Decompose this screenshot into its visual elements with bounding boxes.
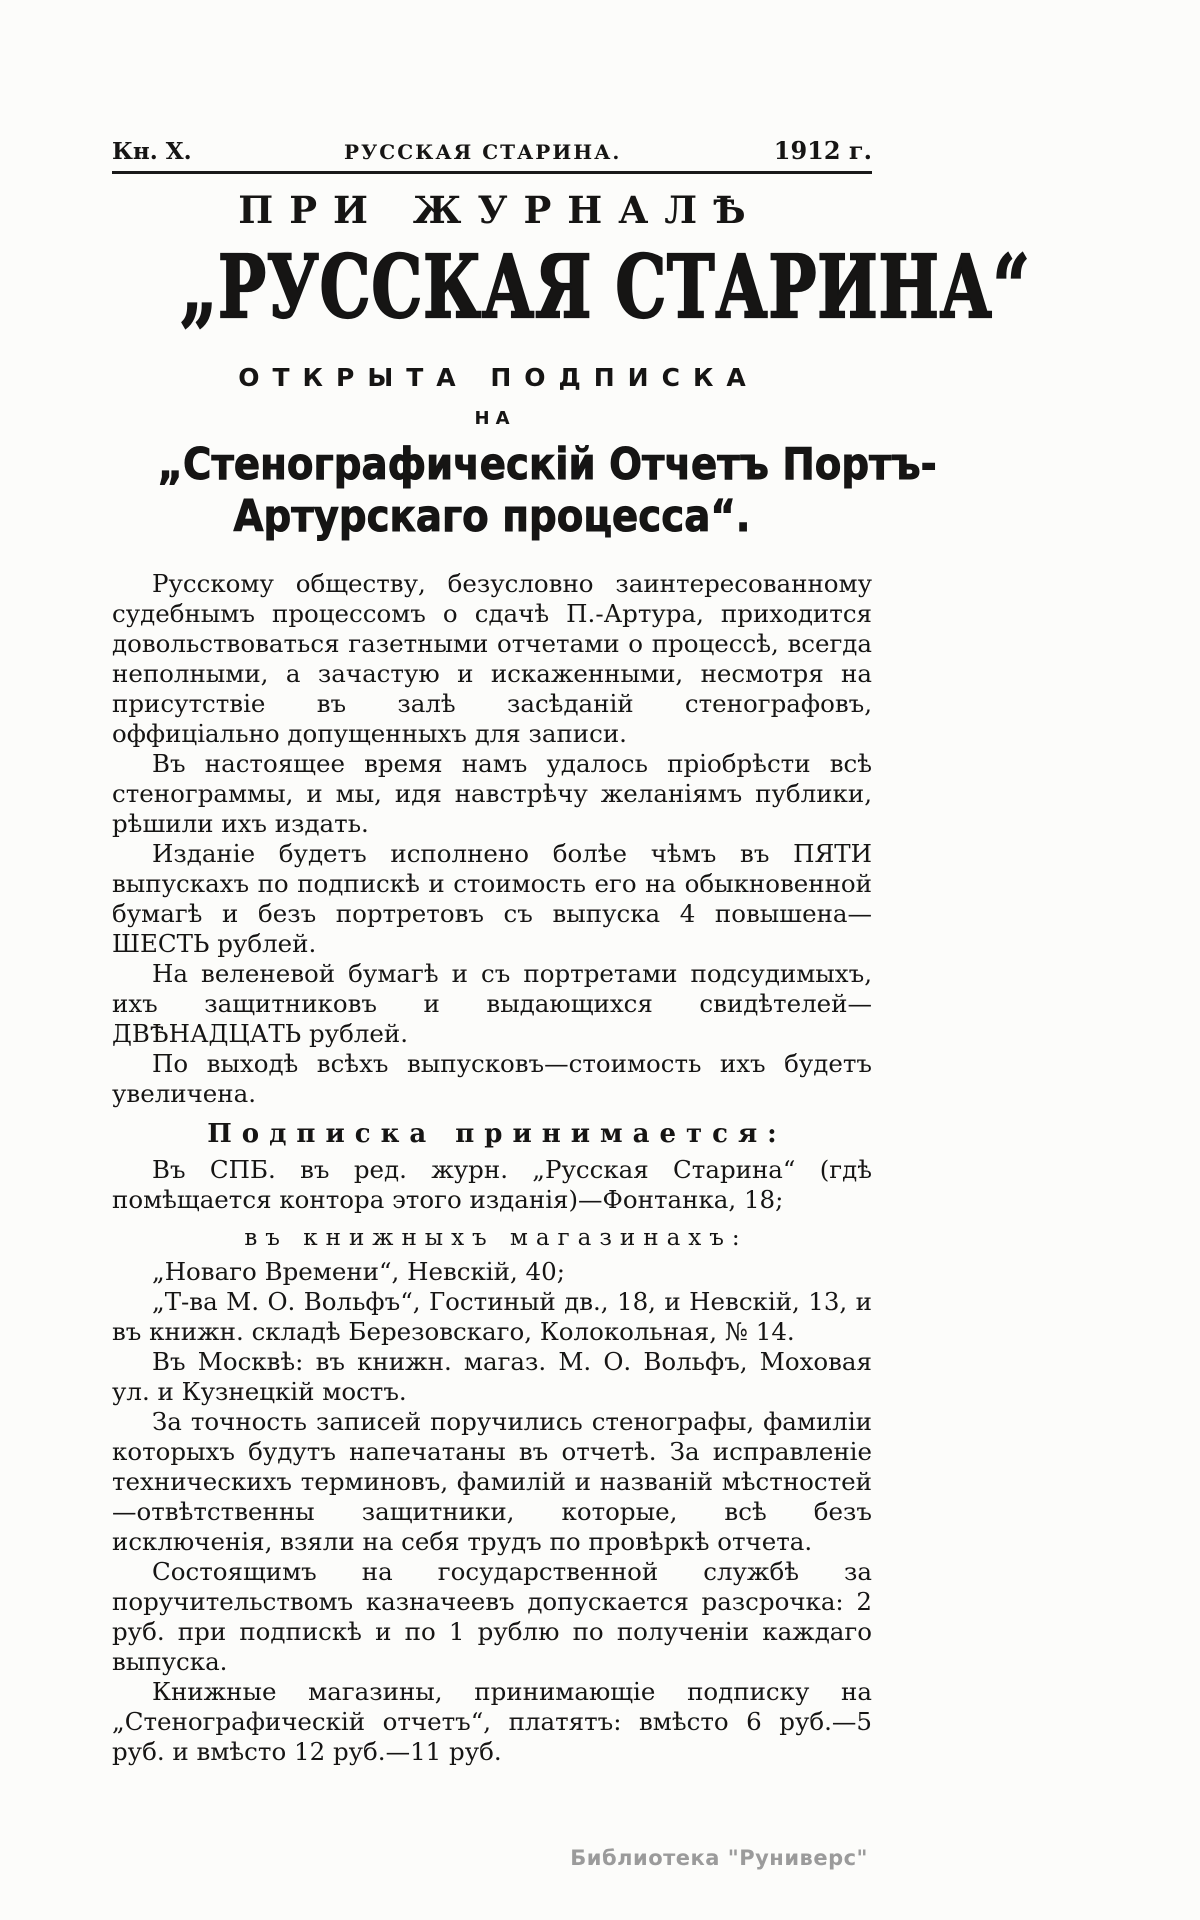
- bookstore-item-2: „Т-ва М. О. Вольфъ“, Гостиный дв., 18, и Невскій, 13, и въ книжн. складѣ Березовскаго, Колокольная, № 14.: [112, 1286, 872, 1346]
- paragraph-closing-1: За точность записей поручились стенографы, фамиліи которыхъ будутъ напечатаны въ отчетѣ. За исправленіе техническихъ терминовъ, фамилій и названій мѣстностей—отвѣтственны защитники, которые, всѣ безъ исключенія, взяли на себя трудъ по провѣркѣ отчета.: [112, 1406, 872, 1556]
- paragraph-intro-5: По выходѣ всѣхъ выпусковъ—стоимость ихъ будетъ увеличена.: [112, 1048, 872, 1108]
- preposition-na: НА: [474, 408, 516, 429]
- bookstores-heading: въ книжныхъ магазинахъ:: [244, 1224, 748, 1251]
- bookstore-item-1: „Новаго Времени“, Невскій, 40;: [152, 1256, 565, 1286]
- header-rule: [112, 171, 872, 174]
- body-text: [112, 569, 872, 1767]
- subscription-accepted-heading: Подписка принимается:: [207, 1118, 787, 1149]
- header-year: 1912 г.: [773, 136, 872, 165]
- journal-page: [112, 0, 1031, 1920]
- bookstore-item-3: Въ Москвѣ: въ книжн. магаз. М. О. Вольфъ, Моховая ул. и Кузнецкій мостъ.: [112, 1346, 872, 1406]
- library-watermark: Библиотека "Руниверс": [570, 1846, 868, 1870]
- paragraph-intro-2: Въ настоящее время намъ удалось пріобрѣсти всѣ стенограммы, и мы, идя навстрѣчу желаніямъ публики, рѣшили ихъ издать.: [112, 748, 872, 838]
- paragraph-intro-3: Изданіе будетъ исполнено болѣе чѣмъ въ ПЯТИ выпускахъ по подпискѣ и стоимость его на обыкновенной бумагѣ и безъ портретовъ съ выпуска 4 повышена—ШЕСТЬ рублей.: [112, 838, 872, 958]
- report-title-line2: Артурскаго процесса“.: [233, 490, 751, 542]
- header-issue-number: Кн. X.: [112, 138, 192, 165]
- header-journal-name: РУССКАЯ СТАРИНА.: [344, 140, 622, 164]
- paragraph-closing-3: Книжные магазины, принимающіе подписку на „Стенографическій отчетъ“, платятъ: вмѣсто 6 руб.—5 руб. и вмѣсто 12 руб.—11 руб.: [112, 1676, 872, 1766]
- paragraph-intro-1: Русскому обществу, безусловно заинтересованному судебнымъ процессомъ о сдачѣ П.-Артура, приходится довольствоваться газетными отчетами о процессѣ, всегда неполными, а зачастую и искаженными, несмотря на присутствіе въ залѣ засѣданій стенографовъ, оффиціально допущенныхъ для записи.: [112, 568, 872, 748]
- paragraph-spb: Въ СПБ. въ ред. журн. „Русская Старина“ (гдѣ помѣщается контора этого изданія)—Фонтанка, 18;: [112, 1154, 872, 1214]
- paragraph-intro-4: На веленевой бумагѣ и съ портретами подсудимыхъ, ихъ защитниковъ и выдающихся свидѣтелей—ДВѢНАДЦАТЬ рублей.: [112, 958, 872, 1048]
- subscription-open-heading: ОТКРЫТА ПОДПИСКА: [238, 363, 759, 392]
- paragraph-closing-2: Состоящимъ на государственной службѣ за поручительствомъ казначеевъ допускается разсрочка: 2 руб. при подпискѣ и по 1 рублю по полученіи каждаго выпуска.: [112, 1556, 872, 1676]
- report-title-line1: „Стенографическій Отчетъ Портъ-: [157, 439, 937, 490]
- report-title: [157, 439, 937, 543]
- masthead-pre-title: ПРИ ЖУРНАЛѢ: [238, 188, 762, 232]
- masthead-journal-title: „РУССКАЯ СТАРИНА“: [180, 238, 1031, 339]
- page-header: [112, 136, 872, 165]
